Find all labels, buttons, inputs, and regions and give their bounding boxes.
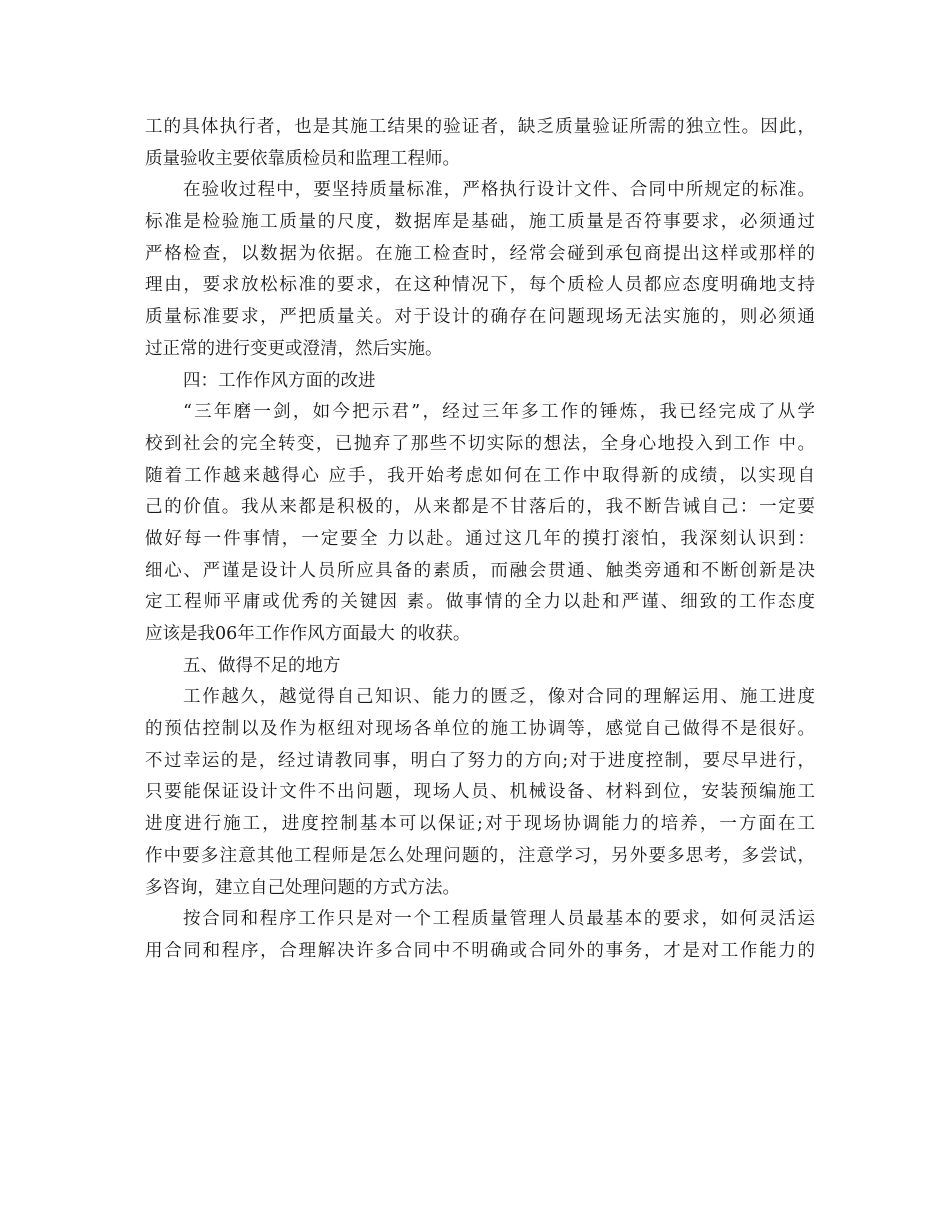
text-line: 随着工作越来越得心 应手，我开始考虑如何在工作中取得新的成绩，以实现自 [145, 465, 815, 486]
document-body [145, 112, 815, 968]
text-line: 应该是我06年工作作风方面最大 的收获。 [145, 624, 471, 644]
text-line: 四：工作作风方面的改进 [183, 370, 376, 391]
text-line: 按合同和程序工作只是对一个工程质量管理人员最基本的要求，如何灵活运 [183, 909, 815, 930]
text-line: 校到社会的完全转变，已抛弃了那些不切实际的想法，全身心地投入到工作 中。 [145, 433, 815, 454]
text-line: “三年磨一剑，如今把示君”，经过三年多工作的锤炼，我已经完成了从学 [183, 402, 815, 423]
text-line: 工作越久，越觉得自己知识、能力的匮乏，像对合同的理解运用、施工进度 [183, 687, 815, 708]
text-line: 严格检查，以数据为依据。在施工检查时，经常会碰到承包商提出这样或那样的 [145, 243, 815, 264]
text-line: 理由，要求放松标准的要求，在这种情况下，每个质检人员都应态度明确地支持 [145, 275, 815, 296]
text-line: 进度进行施工，进度控制基本可以保证;对于现场协调能力的培养，一方面在工 [145, 814, 815, 835]
text-line: 己的价值。我从来都是积极的，从来都是不甘落后的，我不断告诫自己：一定要 [145, 497, 815, 518]
text-line: 用合同和程序，合理解决许多合同中不明确或合同外的事务，才是对工作能力的 [145, 940, 815, 961]
text-line: 不过幸运的是，经过请教同事，明白了努力的方向;对于进度控制，要尽早进行， [145, 750, 815, 771]
text-line: 五、做得不足的地方 [183, 655, 341, 676]
text-line: 做好每一件事情，一定要全 力以赴。通过这几年的摸打滚怕，我深刻认识到： [145, 528, 815, 549]
text-line: 只要能保证设计文件不出问题，现场人员、机械设备、材料到位，安装预编施工 [145, 782, 815, 803]
text-line: 细心、严谨是设计人员所应具备的素质，而融会贯通、触类旁通和不断创新是决 [145, 560, 815, 581]
text-line: 标准是检验施工质量的尺度，数据库是基础，施工质量是否符事要求，必须通过 [145, 212, 815, 233]
text-line: 定工程师平庸或优秀的关键因 素。做事情的全力以赴和严谨、细致的工作态度 [145, 592, 815, 613]
text-line: 质量验收主要依靠质检员和监理工程师。 [145, 148, 460, 169]
text-line: 质量标准要求，严把质量关。对于设计的确存在问题现场无法实施的，则必须通 [145, 307, 815, 328]
text-line: 在验收过程中，要坚持质量标准，严格执行设计文件、合同中所规定的标准。 [183, 180, 815, 201]
text-line: 作中要多注意其他工程师是怎么处理问题的，注意学习，另外要多思考，多尝试， [145, 845, 815, 866]
text-line: 过正常的进行变更或澄清，然后实施。 [145, 338, 443, 359]
text-line: 多咨询，建立自己处理问题的方式方法。 [145, 877, 460, 898]
text-line: 工的具体执行者，也是其施工结果的验证者，缺乏质量验证所需的独立性。因此， [145, 117, 815, 137]
text-line: 的预估控制以及作为枢纽对现场各单位的施工协调等，感觉自己做得不是很好。 [145, 719, 815, 740]
